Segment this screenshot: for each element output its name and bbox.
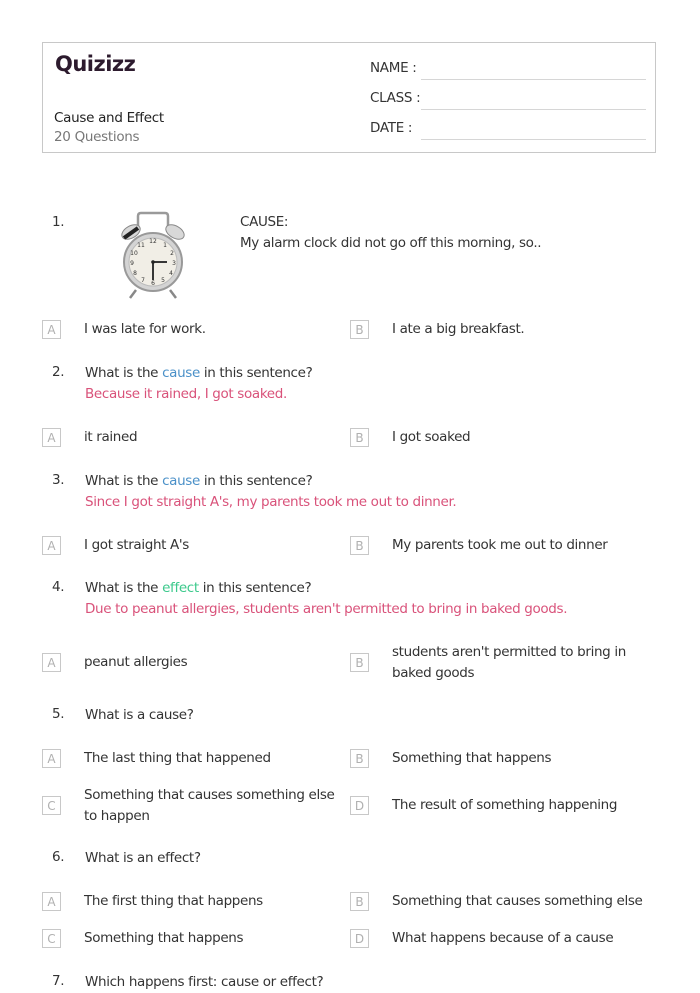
option-letter: D bbox=[350, 929, 369, 948]
option-text: I got soaked bbox=[392, 429, 471, 445]
svg-text:1: 1 bbox=[163, 242, 167, 249]
option-letter: C bbox=[42, 796, 61, 815]
question-text: Which happens first: cause or effect? bbox=[85, 974, 324, 990]
quiz-title: Cause and Effect bbox=[54, 110, 164, 126]
option-letter: B bbox=[350, 320, 369, 339]
option-text: Something that causes something else bbox=[392, 893, 643, 909]
option-text: The first thing that happens bbox=[84, 893, 263, 909]
option-letter: C bbox=[42, 929, 61, 948]
option-text: The result of something happening bbox=[392, 797, 618, 813]
option-text: peanut allergies bbox=[84, 654, 188, 670]
question-text: What is the cause in this sentence? Because it rained, I got soaked. bbox=[85, 363, 312, 405]
svg-text:7: 7 bbox=[141, 277, 145, 284]
svg-text:3: 3 bbox=[172, 260, 176, 267]
question-text: What is the effect in this sentence? Due to peanut allergies, students aren't permitted to bring in baked goods. bbox=[85, 578, 567, 620]
option-text: My parents took me out to dinner bbox=[392, 537, 608, 553]
option-letter: B bbox=[350, 749, 369, 768]
svg-text:6: 6 bbox=[151, 280, 155, 287]
quizizz-logo: Quizizz bbox=[55, 52, 136, 76]
example-sentence: Due to peanut allergies, students aren't permitted to bring in baked goods. bbox=[85, 601, 568, 617]
date-input-line[interactable] bbox=[421, 139, 646, 140]
date-label: DATE : bbox=[370, 120, 413, 136]
svg-text:12: 12 bbox=[149, 238, 157, 245]
keyword-effect: effect bbox=[162, 580, 199, 596]
svg-text:11: 11 bbox=[137, 242, 145, 249]
option-text: Something that happens bbox=[84, 930, 244, 946]
option-text: I ate a big breakfast. bbox=[392, 321, 525, 337]
option-text: Something that causes something else to happen bbox=[84, 787, 335, 824]
name-field[interactable] bbox=[370, 58, 646, 80]
question-text: What is an effect? bbox=[85, 850, 201, 866]
question-number: 3. bbox=[52, 472, 65, 488]
question-number: 5. bbox=[52, 706, 65, 722]
question-number: 7. bbox=[52, 973, 65, 989]
option-text: I was late for work. bbox=[84, 321, 206, 337]
name-label: NAME : bbox=[370, 60, 417, 76]
question-number: 6. bbox=[52, 849, 65, 865]
option-letter: A bbox=[42, 892, 61, 911]
keyword-cause: cause bbox=[162, 365, 200, 381]
option-letter: D bbox=[350, 796, 369, 815]
option-letter: A bbox=[42, 320, 61, 339]
option-text: I got straight A's bbox=[84, 537, 189, 553]
cause-statement: My alarm clock did not go off this morning, so.. bbox=[240, 235, 542, 251]
option-text: it rained bbox=[84, 429, 138, 445]
svg-text:10: 10 bbox=[130, 250, 138, 257]
option-letter: A bbox=[42, 536, 61, 555]
class-field[interactable] bbox=[370, 88, 646, 110]
svg-text:9: 9 bbox=[130, 260, 134, 267]
worksheet-header bbox=[42, 42, 656, 153]
name-input-line[interactable] bbox=[421, 79, 646, 80]
question-number: 1. bbox=[52, 214, 65, 230]
class-label: CLASS : bbox=[370, 90, 421, 106]
keyword-cause: cause bbox=[162, 473, 200, 489]
example-sentence: Since I got straight A's, my parents took me out to dinner. bbox=[85, 494, 457, 510]
option-letter: B bbox=[350, 536, 369, 555]
option-letter: B bbox=[350, 428, 369, 447]
question-text: What is a cause? bbox=[85, 707, 194, 723]
option-letter: A bbox=[42, 428, 61, 447]
svg-text:2: 2 bbox=[170, 250, 174, 257]
question-number: 4. bbox=[52, 579, 65, 595]
cause-heading: CAUSE: bbox=[240, 214, 289, 230]
option-letter: A bbox=[42, 749, 61, 768]
question-number: 2. bbox=[52, 364, 65, 380]
option-text: What happens because of a cause bbox=[392, 930, 614, 946]
svg-text:5: 5 bbox=[161, 277, 165, 284]
option-text: students aren't permitted to bring in baked goods bbox=[392, 644, 626, 681]
question-text: What is the cause in this sentence? Since I got straight A's, my parents took me out to dinner. bbox=[85, 471, 456, 513]
svg-text:8: 8 bbox=[133, 270, 137, 277]
date-field[interactable] bbox=[370, 118, 646, 140]
example-sentence: Because it rained, I got soaked. bbox=[85, 386, 287, 402]
svg-text:4: 4 bbox=[169, 270, 173, 277]
question-text bbox=[240, 212, 541, 254]
alarm-clock-image bbox=[118, 210, 188, 300]
option-text: The last thing that happened bbox=[84, 750, 271, 766]
option-text: Something that happens bbox=[392, 750, 552, 766]
option-letter: B bbox=[350, 892, 369, 911]
question-count: 20 Questions bbox=[54, 129, 140, 145]
class-input-line[interactable] bbox=[421, 109, 646, 110]
option-letter: A bbox=[42, 653, 61, 672]
option-letter: B bbox=[350, 653, 369, 672]
